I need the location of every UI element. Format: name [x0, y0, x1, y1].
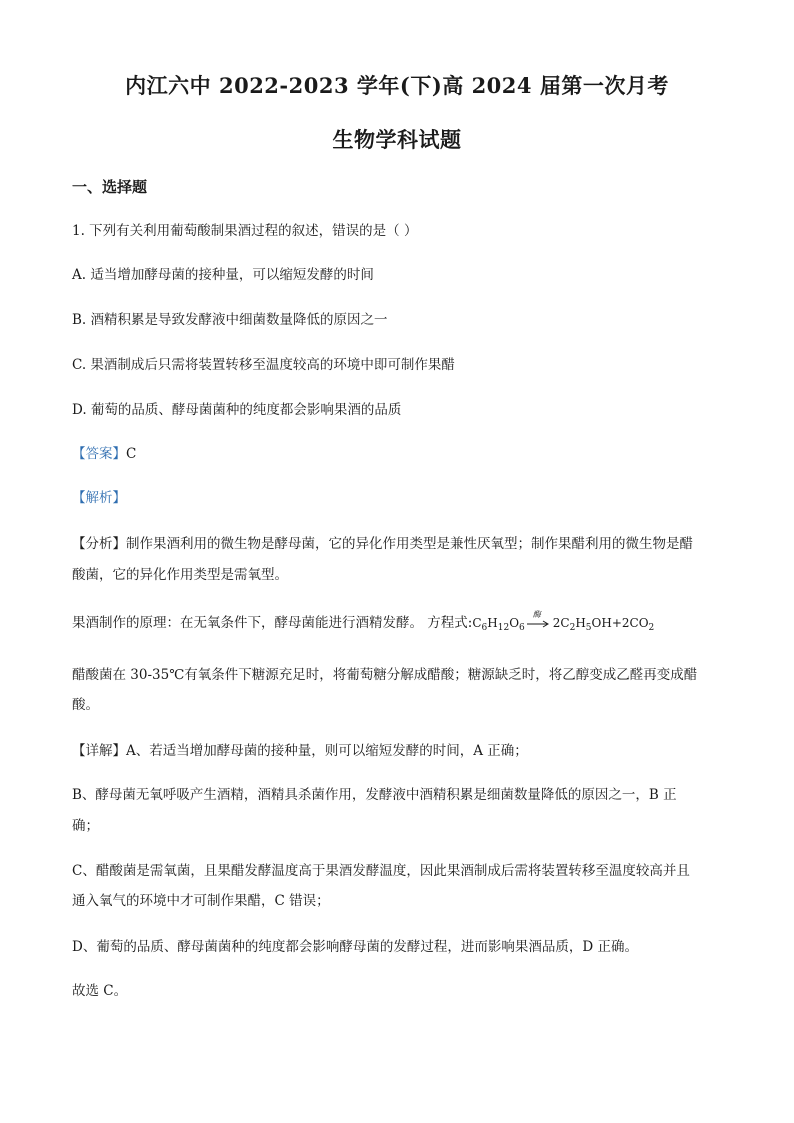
detail-c-line-1: C、醋酸菌是需氧菌，且果醋发酵温度高于果酒发酵温度，因此果酒制成后需将装置转移至温度较高并且	[72, 863, 690, 879]
analysis-text-1: 制作果酒利用的微生物是酵母菌，它的异化作用类型是兼性厌氧型；制作果醋利用的微生物是醋	[126, 536, 693, 552]
exam-title: 内江六中 2022-2023 学年(下)高 2024 届第一次月考	[125, 73, 669, 98]
formula-product-rest: OH+2CO	[591, 616, 649, 630]
analysis-label: 【解析】	[72, 490, 126, 506]
detail-a-text: A、若适当增加酵母菌的接种量，则可以缩短发酵的时间，A 正确；	[126, 743, 528, 759]
analysis-sub-tag: 【分析】	[72, 536, 126, 552]
enzyme-label: 酶	[532, 610, 541, 619]
principle-line	[72, 610, 732, 637]
detail-d-line: D、葡萄的品质、酵母菌菌种的纯度都会影响酵母菌的发酵过程，进而影响果酒品质，D 正确。	[72, 939, 638, 955]
question-stem: 1. 下列有关利用葡萄酸制果酒过程的叙述，错误的是（ ）	[72, 223, 418, 239]
answer-value: C	[126, 446, 137, 462]
analysis-line-2: 酸菌，它的异化作用类型是需氧型。	[72, 567, 288, 583]
exam-subtitle: 生物学科试题	[332, 127, 462, 152]
reaction-arrow-icon	[527, 610, 551, 629]
detail-a-line	[72, 742, 732, 760]
detail-b-line-2: 确；	[72, 818, 99, 834]
answer-line	[72, 445, 732, 463]
formula-h: H	[487, 616, 498, 630]
detail-tag: 【详解】	[72, 743, 126, 759]
conclusion-line: 故选 C。	[72, 983, 128, 999]
option-a: A. 适当增加酵母菌的接种量，可以缩短发酵的时间	[72, 267, 374, 283]
detail-c-line-2: 通入氧气的环境中才可制作果醋，C 错误；	[72, 893, 330, 909]
fermentation-formula	[472, 610, 655, 637]
formula-product-c: 2C	[552, 616, 570, 630]
principle-text: 果酒制作的原理：在无氧条件下，酵母菌能进行酒精发酵。 方程式:	[72, 615, 473, 631]
formula-c: C	[472, 616, 482, 630]
section-heading: 一、选择题	[72, 178, 148, 196]
formula-c-sub: 6	[481, 623, 488, 633]
option-c: C. 果酒制成后只需将装置转移至温度较高的环境中即可制作果醋	[72, 357, 455, 373]
formula-h-sub: 12	[497, 623, 510, 633]
acetic-line-1: 醋酸菌在 30-35℃有氧条件下糖源充足时，将葡萄糖分解成醋酸；糖源缺乏时，将乙醇变成乙醛再变成醋	[72, 667, 698, 683]
acetic-line-2: 酸。	[72, 697, 99, 713]
formula-product-h: H	[575, 616, 586, 630]
analysis-line-1	[72, 535, 732, 553]
detail-b-line-1: B、酵母菌无氧呼吸产生酒精，酒精具杀菌作用，发酵液中酒精积累是细菌数量降低的原因之一，B 正	[72, 787, 677, 803]
formula-co2-sub: 2	[648, 623, 655, 633]
analysis-tag	[72, 489, 732, 507]
formula-product-h-sub: 5	[585, 623, 592, 633]
formula-product-c-sub: 2	[569, 623, 576, 633]
option-b: B. 酒精积累是导致发酵液中细菌数量降低的原因之一	[72, 312, 388, 328]
formula-o-sub: 6	[519, 623, 525, 633]
answer-tag: 【答案】	[72, 446, 126, 462]
option-d: D. 葡萄的品质、酵母菌菌种的纯度都会影响果酒的品质	[72, 402, 402, 418]
formula-o: O	[509, 616, 520, 630]
